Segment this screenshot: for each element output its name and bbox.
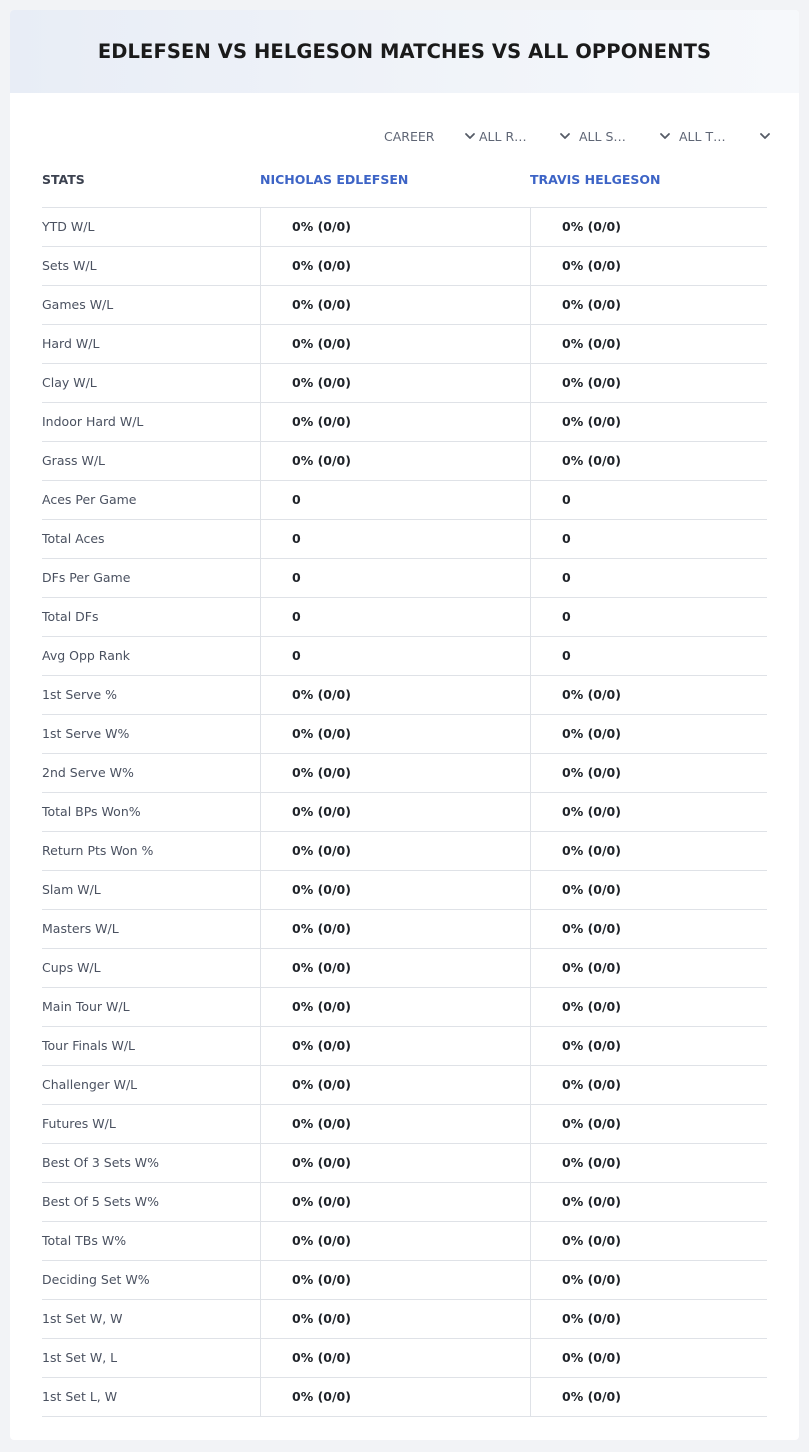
column-divider <box>530 208 531 247</box>
stat-value-player2: 0% (0/0) <box>562 297 621 312</box>
column-divider <box>260 598 261 637</box>
stat-label: Tour Finals W/L <box>42 1038 136 1053</box>
table-row <box>42 325 767 364</box>
column-divider <box>530 1261 531 1300</box>
stat-value-player1: 0% (0/0) <box>292 687 351 702</box>
column-divider <box>530 637 531 676</box>
stat-value-player2: 0% (0/0) <box>562 804 621 819</box>
stat-label: Indoor Hard W/L <box>42 414 144 429</box>
filter-tour-select[interactable] <box>679 124 771 148</box>
column-header-stats: STATS <box>42 172 85 187</box>
stat-label: Aces Per Game <box>42 492 137 507</box>
stat-value-player2: 0 <box>562 492 571 507</box>
column-divider <box>260 676 261 715</box>
table-row <box>42 949 767 988</box>
table-row <box>42 1339 767 1378</box>
table-row <box>42 676 767 715</box>
stat-label: 1st Serve % <box>42 687 118 702</box>
stat-value-player1: 0% (0/0) <box>292 804 351 819</box>
column-divider <box>530 364 531 403</box>
stat-value-player1: 0 <box>292 609 301 624</box>
stat-label: Masters W/L <box>42 921 119 936</box>
column-divider <box>530 676 531 715</box>
column-divider <box>260 1066 261 1105</box>
stat-label: Best Of 3 Sets W% <box>42 1155 160 1170</box>
stat-label: Best Of 5 Sets W% <box>42 1194 160 1209</box>
table-row <box>42 520 767 559</box>
stat-value-player2: 0% (0/0) <box>562 1194 621 1209</box>
stat-value-player1: 0% (0/0) <box>292 375 351 390</box>
stat-label: Sets W/L <box>42 258 97 273</box>
column-divider <box>530 403 531 442</box>
stat-value-player1: 0% (0/0) <box>292 999 351 1014</box>
column-divider <box>260 1300 261 1339</box>
chevron-down-icon <box>464 130 476 142</box>
chevron-down-icon <box>759 130 771 142</box>
stat-value-player2: 0% (0/0) <box>562 1077 621 1092</box>
stat-value-player2: 0% (0/0) <box>562 960 621 975</box>
column-divider <box>530 793 531 832</box>
column-divider <box>530 1300 531 1339</box>
page-title: EDLEFSEN VS HELGESON MATCHES VS ALL OPPONENTS <box>97 40 712 63</box>
filter-label: CAREER <box>384 128 435 144</box>
stat-label: Cups W/L <box>42 960 101 975</box>
stat-value-player1: 0% (0/0) <box>292 921 351 936</box>
stat-value-player1: 0% (0/0) <box>292 414 351 429</box>
stat-label: Total BPs Won% <box>42 804 141 819</box>
table-row <box>42 1183 767 1222</box>
column-divider <box>260 793 261 832</box>
stat-label: 1st Set L, W <box>42 1389 118 1404</box>
stat-label: Total Aces <box>42 531 105 546</box>
table-row <box>42 1144 767 1183</box>
table-row <box>42 598 767 637</box>
stat-value-player1: 0% (0/0) <box>292 1272 351 1287</box>
stat-value-player1: 0% (0/0) <box>292 258 351 273</box>
column-divider <box>260 364 261 403</box>
stat-label: 1st Serve W% <box>42 726 130 741</box>
stat-label: 1st Set W, W <box>42 1311 123 1326</box>
stat-value-player1: 0 <box>292 492 301 507</box>
stat-value-player1: 0% (0/0) <box>292 453 351 468</box>
column-divider <box>530 910 531 949</box>
stat-value-player1: 0% (0/0) <box>292 726 351 741</box>
filter-surface-select[interactable] <box>579 124 671 148</box>
column-divider <box>260 1222 261 1261</box>
stat-value-player2: 0 <box>562 648 571 663</box>
stat-value-player2: 0 <box>562 609 571 624</box>
stat-label: Deciding Set W% <box>42 1272 150 1287</box>
stat-value-player1: 0% (0/0) <box>292 843 351 858</box>
table-row <box>42 1222 767 1261</box>
stat-value-player1: 0% (0/0) <box>292 1155 351 1170</box>
filter-bar <box>380 124 770 148</box>
column-divider <box>530 1144 531 1183</box>
filter-round-select[interactable] <box>479 124 571 148</box>
column-divider <box>530 286 531 325</box>
column-divider <box>260 1378 261 1417</box>
stat-label: Challenger W/L <box>42 1077 138 1092</box>
column-divider <box>260 286 261 325</box>
stat-value-player2: 0 <box>562 531 571 546</box>
stat-value-player2: 0% (0/0) <box>562 882 621 897</box>
column-divider <box>530 442 531 481</box>
column-divider <box>530 1378 531 1417</box>
stat-label: Total TBs W% <box>42 1233 127 1248</box>
filter-label: ALL R… <box>479 128 527 144</box>
column-divider <box>260 1183 261 1222</box>
table-row <box>42 871 767 910</box>
column-divider <box>260 832 261 871</box>
filter-label: ALL T… <box>679 128 726 144</box>
stat-value-player2: 0% (0/0) <box>562 1116 621 1131</box>
stat-value-player2: 0% (0/0) <box>562 1389 621 1404</box>
table-row <box>42 1105 767 1144</box>
table-row <box>42 481 767 520</box>
column-divider <box>530 1027 531 1066</box>
column-divider <box>260 715 261 754</box>
table-row <box>42 442 767 481</box>
stat-value-player1: 0% (0/0) <box>292 960 351 975</box>
stat-value-player2: 0% (0/0) <box>562 258 621 273</box>
column-divider <box>530 559 531 598</box>
column-divider <box>530 988 531 1027</box>
column-divider <box>530 481 531 520</box>
table-row <box>42 754 767 793</box>
stat-value-player2: 0 <box>562 570 571 585</box>
stat-label: Grass W/L <box>42 453 106 468</box>
stat-value-player1: 0% (0/0) <box>292 297 351 312</box>
table-row <box>42 403 767 442</box>
filter-label: ALL S… <box>579 128 626 144</box>
column-divider <box>530 949 531 988</box>
column-divider <box>260 988 261 1027</box>
stat-label: DFs Per Game <box>42 570 131 585</box>
table-row <box>42 637 767 676</box>
table-row <box>42 364 767 403</box>
page-header <box>10 10 799 93</box>
stat-label: Hard W/L <box>42 336 100 351</box>
column-divider <box>530 1339 531 1378</box>
column-divider <box>260 403 261 442</box>
player-link-travis-helgeson[interactable]: TRAVIS HELGESON <box>530 172 661 187</box>
column-divider <box>260 637 261 676</box>
stat-value-player1: 0 <box>292 648 301 663</box>
stat-value-player1: 0% (0/0) <box>292 336 351 351</box>
column-divider <box>260 1261 261 1300</box>
column-divider <box>530 1222 531 1261</box>
stat-value-player1: 0% (0/0) <box>292 1038 351 1053</box>
column-divider <box>260 1339 261 1378</box>
table-row <box>42 247 767 286</box>
table-row <box>42 715 767 754</box>
column-divider <box>530 754 531 793</box>
table-row <box>42 910 767 949</box>
stat-value-player2: 0% (0/0) <box>562 219 621 234</box>
stat-value-player2: 0% (0/0) <box>562 687 621 702</box>
stat-label: Total DFs <box>42 609 99 624</box>
stat-value-player1: 0% (0/0) <box>292 1116 351 1131</box>
column-divider <box>260 325 261 364</box>
stat-value-player2: 0% (0/0) <box>562 843 621 858</box>
stat-label: Return Pts Won % <box>42 843 154 858</box>
stat-value-player2: 0% (0/0) <box>562 1272 621 1287</box>
stat-value-player2: 0% (0/0) <box>562 1038 621 1053</box>
stats-card <box>10 10 799 1440</box>
table-row <box>42 1300 767 1339</box>
stats-table <box>42 207 767 1417</box>
stat-value-player1: 0% (0/0) <box>292 765 351 780</box>
column-divider <box>260 247 261 286</box>
stat-value-player1: 0% (0/0) <box>292 1350 351 1365</box>
stat-label: Main Tour W/L <box>42 999 130 1014</box>
column-divider <box>530 1066 531 1105</box>
stat-label: Games W/L <box>42 297 114 312</box>
column-divider <box>260 520 261 559</box>
column-divider <box>530 325 531 364</box>
stat-value-player2: 0% (0/0) <box>562 726 621 741</box>
column-divider <box>260 442 261 481</box>
stat-value-player1: 0 <box>292 570 301 585</box>
column-divider <box>530 247 531 286</box>
stat-label: Futures W/L <box>42 1116 116 1131</box>
column-divider <box>260 871 261 910</box>
table-row <box>42 793 767 832</box>
column-divider <box>530 1183 531 1222</box>
stat-label: 1st Set W, L <box>42 1350 118 1365</box>
column-divider <box>530 871 531 910</box>
stat-label: 2nd Serve W% <box>42 765 134 780</box>
column-divider <box>530 715 531 754</box>
chevron-down-icon <box>659 130 671 142</box>
column-divider <box>260 949 261 988</box>
table-row <box>42 286 767 325</box>
table-row <box>42 1261 767 1300</box>
column-divider <box>530 832 531 871</box>
stat-value-player2: 0% (0/0) <box>562 1350 621 1365</box>
stat-label: Avg Opp Rank <box>42 648 131 663</box>
stat-value-player2: 0% (0/0) <box>562 1155 621 1170</box>
player-link-nicholas-edlefsen[interactable]: NICHOLAS EDLEFSEN <box>260 172 409 187</box>
table-row <box>42 559 767 598</box>
stat-label: Slam W/L <box>42 882 101 897</box>
table-row <box>42 988 767 1027</box>
stat-value-player1: 0% (0/0) <box>292 1194 351 1209</box>
chevron-down-icon <box>559 130 571 142</box>
filter-period-select[interactable] <box>384 124 476 148</box>
stat-value-player2: 0% (0/0) <box>562 765 621 780</box>
stat-value-player2: 0% (0/0) <box>562 1233 621 1248</box>
column-divider <box>530 520 531 559</box>
column-divider <box>260 754 261 793</box>
table-row <box>42 208 767 247</box>
stat-value-player2: 0% (0/0) <box>562 336 621 351</box>
stat-value-player1: 0% (0/0) <box>292 1233 351 1248</box>
column-divider <box>260 1144 261 1183</box>
table-header <box>42 170 767 207</box>
column-divider <box>260 559 261 598</box>
table-row <box>42 1378 767 1417</box>
column-divider <box>530 598 531 637</box>
column-divider <box>260 1027 261 1066</box>
table-row <box>42 1066 767 1105</box>
stat-value-player2: 0% (0/0) <box>562 453 621 468</box>
stat-value-player2: 0% (0/0) <box>562 1311 621 1326</box>
column-divider <box>260 481 261 520</box>
stat-value-player2: 0% (0/0) <box>562 921 621 936</box>
stat-value-player1: 0% (0/0) <box>292 1077 351 1092</box>
table-row <box>42 832 767 871</box>
stat-value-player2: 0% (0/0) <box>562 375 621 390</box>
table-row <box>42 1027 767 1066</box>
stat-value-player1: 0 <box>292 531 301 546</box>
column-divider <box>260 910 261 949</box>
stat-label: Clay W/L <box>42 375 97 390</box>
stat-label: YTD W/L <box>42 219 95 234</box>
stat-value-player1: 0% (0/0) <box>292 219 351 234</box>
stat-value-player1: 0% (0/0) <box>292 1389 351 1404</box>
stat-value-player1: 0% (0/0) <box>292 882 351 897</box>
stat-value-player2: 0% (0/0) <box>562 414 621 429</box>
column-divider <box>260 1105 261 1144</box>
column-divider <box>530 1105 531 1144</box>
stat-value-player1: 0% (0/0) <box>292 1311 351 1326</box>
stat-value-player2: 0% (0/0) <box>562 999 621 1014</box>
column-divider <box>260 208 261 247</box>
